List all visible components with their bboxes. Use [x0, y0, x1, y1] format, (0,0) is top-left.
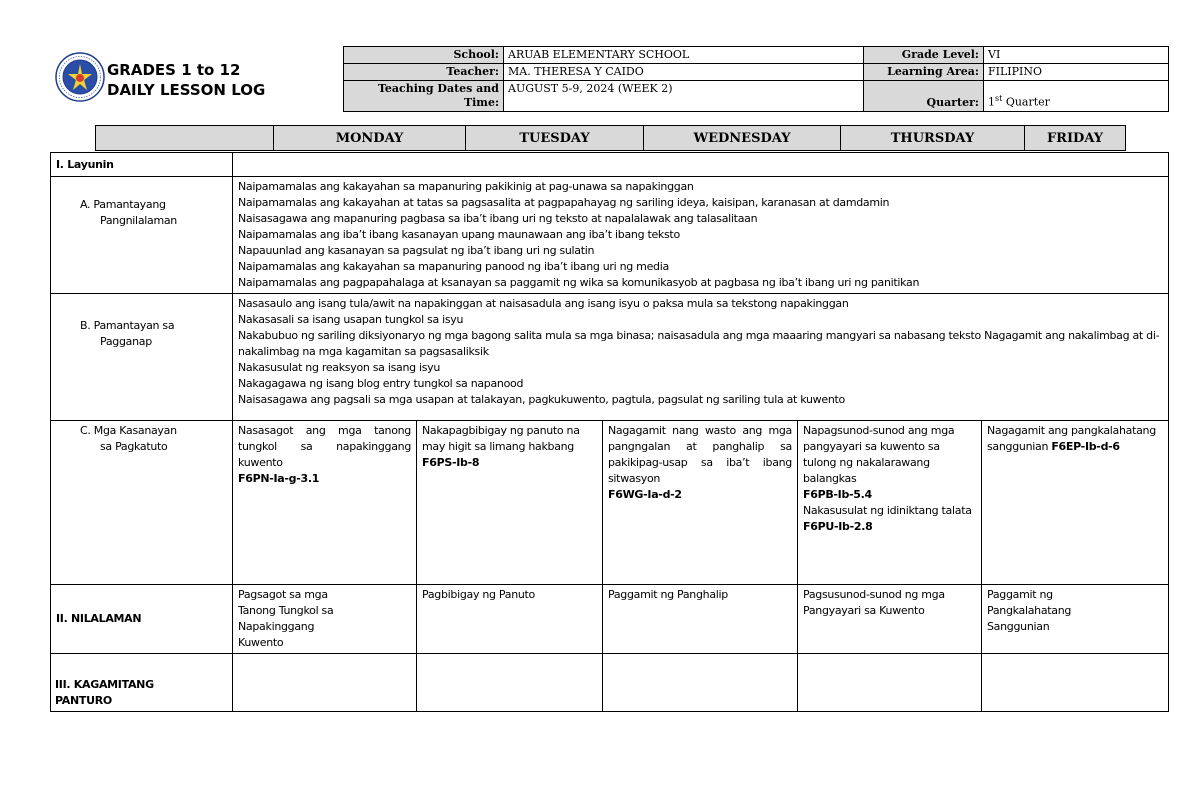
- nilalaman-friday: [982, 585, 1169, 654]
- row-pamantayang-pangnilalaman: [51, 177, 1169, 294]
- pagganap-line: Nakabubuo ng sariling diksiyonaryo ng mga bagong salita mula sa mga binasa; naisasadula ang mga maaaring mangyari sa nabasang teksto Nagagamit ang nakalimbag at di-nakalimbag na mga kagamitan sa pagsasaliksik: [238, 329, 1160, 358]
- kasanayan-monday-text: Nasasagot ang mga tanong tungkol sa napakinggang kuwento: [238, 424, 411, 469]
- teaching-dates-label-line1: Teaching Dates and: [377, 82, 499, 95]
- kasanayan-tuesday-text: Nakapagbibigay ng panuto na may higit sa limang hakbang: [422, 424, 580, 453]
- kasanayan-thursday: [798, 421, 982, 585]
- row-kasanayan: [51, 421, 1169, 585]
- kasanayan-label-line1: C. Mga Kasanayan: [80, 424, 177, 437]
- quarter-value: [984, 81, 1169, 112]
- nilalaman-friday-line: Sanggunian: [987, 620, 1050, 633]
- school-seal-logo: [55, 52, 105, 102]
- form-title-line1: GRADES 1 to 12: [107, 61, 241, 79]
- nilalaman-thursday-line: Pagsusunod-sunod ng mga: [803, 588, 945, 601]
- nilalaman-tuesday: [417, 585, 603, 654]
- quarter-number: 1: [988, 96, 995, 109]
- kasanayan-tuesday-code: F6PS-Ib-8: [422, 456, 480, 469]
- quarter-label: Quarter:: [864, 81, 984, 112]
- kasanayan-wednesday: [603, 421, 798, 585]
- form-title: [107, 60, 265, 100]
- pagganap-label: [51, 294, 233, 421]
- kasanayan-thursday-text: Napagsunod-sunod ang mga pangyayari sa kuwento sa tulong ng nakalarawang balangkas: [803, 424, 955, 485]
- weekday-header: [95, 125, 1126, 151]
- quarter-suffix: st: [995, 94, 1003, 104]
- kasanayan-thursday-text2: Nakasusulat ng idiniktang talata: [803, 504, 972, 517]
- pagganap-label-line2: Pagganap: [100, 335, 152, 348]
- form-title-line2: DAILY LESSON LOG: [107, 81, 266, 99]
- nilalaman-monday-line: Napakinggang: [238, 620, 315, 633]
- kasanayan-label: [51, 421, 233, 585]
- kagamitan-label-line1: III. KAGAMITANG: [55, 678, 154, 691]
- row-pamantayan-pagganap: [51, 294, 1169, 421]
- teacher-value: MA. THERESA Y CAIDO: [504, 64, 864, 81]
- kagamitan-tuesday: [417, 654, 603, 712]
- pamantayang-line: Naisasagawa ang mapanuring pagbasa sa iba’t ibang uri ng teksto at napalalawak ang talasalitaan: [238, 212, 758, 225]
- row-kagamitan: [51, 654, 1169, 712]
- kagamitan-label: [51, 654, 233, 712]
- header-info-table: [343, 46, 1169, 112]
- nilalaman-monday-line: Kuwento: [238, 636, 284, 649]
- kasanayan-friday: [982, 421, 1169, 585]
- lesson-log-table: [50, 152, 1169, 712]
- kagamitan-monday: [233, 654, 417, 712]
- nilalaman-wednesday: [603, 585, 798, 654]
- kasanayan-monday-code: F6PN-Ia-g-3.1: [238, 472, 320, 485]
- nilalaman-thursday: [798, 585, 982, 654]
- grade-level-label: Grade Level:: [864, 47, 984, 64]
- pagganap-line: Nasasaulo ang isang tula/awit na napakinggan at naisasadula ang isang isyu o paksa mula sa tekstong napakinggan: [238, 297, 849, 310]
- pamantayang-line: Naipamamalas ang pagpapahalaga at ksanayan sa paggamit ng wika sa komunikasyob at pagbasa ng iba’t ibang uri ng panitikan: [238, 276, 920, 289]
- nilalaman-wednesday-line: Paggamit ng Panghalip: [608, 588, 728, 601]
- pagganap-line: Nakagagawa ng isang blog entry tungkol sa napanood: [238, 377, 524, 390]
- pamantayang-line: Naipamamalas ang kakayahan at tatas sa pagsasalita at pagpapahayag ng sariling ideya, kaisipan, karanasan at damdamin: [238, 196, 890, 209]
- pamantayang-line: Naipamamalas ang kakayahan sa mapanuring pakikinig at pag-unawa sa napakinggan: [238, 180, 694, 193]
- row-layunin: [51, 153, 1169, 177]
- day-friday: FRIDAY: [1025, 126, 1126, 151]
- kagamitan-thursday: [798, 654, 982, 712]
- row-nilalaman: [51, 585, 1169, 654]
- kagamitan-friday: [982, 654, 1169, 712]
- kasanayan-label-line2: sa Pagkatuto: [100, 440, 168, 453]
- pamantayang-label: [51, 177, 233, 294]
- pamantayang-content: [233, 177, 1169, 294]
- grade-level-value: VI: [984, 47, 1169, 64]
- pagganap-line: Nakasusulat ng reaksyon sa isang isyu: [238, 361, 441, 374]
- weekday-blank-cell: [96, 126, 274, 151]
- kagamitan-wednesday: [603, 654, 798, 712]
- pamantayang-label-line2: Pangnilalaman: [100, 214, 177, 227]
- pagganap-content: [233, 294, 1169, 421]
- nilalaman-thursday-line: Pangyayari sa Kuwento: [803, 604, 925, 617]
- nilalaman-friday-line: Pangkalahatang: [987, 604, 1072, 617]
- layunin-content: [233, 153, 1169, 177]
- school-label: School:: [344, 47, 504, 64]
- pamantayang-line: Naipamamalas ang kakayahan sa mapanuring panood ng iba’t ibang uri ng media: [238, 260, 669, 273]
- kasanayan-thursday-code: F6PB-Ib-5.4: [803, 488, 872, 501]
- kasanayan-thursday-code2: F6PU-Ib-2.8: [803, 520, 873, 533]
- pamantayang-line: Napauunlad ang kasanayan sa pagsulat ng iba’t ibang uri ng sulatin: [238, 244, 595, 257]
- pagganap-label-line1: B. Pamantayan sa: [80, 319, 175, 332]
- nilalaman-monday-line: Tanong Tungkol sa: [238, 604, 334, 617]
- teaching-dates-label-line2: Time:: [463, 96, 499, 109]
- nilalaman-monday-line: Pagsagot sa mga: [238, 588, 328, 601]
- kasanayan-wednesday-code: F6WG-Ia-d-2: [608, 488, 682, 501]
- kasanayan-monday: [233, 421, 417, 585]
- nilalaman-friday-line: Paggamit ng: [987, 588, 1053, 601]
- nilalaman-label: II. NILALAMAN: [51, 585, 233, 654]
- day-wednesday: WEDNESDAY: [644, 126, 841, 151]
- day-monday: MONDAY: [274, 126, 466, 151]
- kasanayan-tuesday: [417, 421, 603, 585]
- nilalaman-monday: [233, 585, 417, 654]
- teaching-dates-label: [344, 81, 504, 112]
- layunin-label: I. Layunin: [51, 153, 233, 177]
- pamantayang-line: Naipamamalas ang iba’t ibang kasanayan upang maunawaan ang iba’t ibang teksto: [238, 228, 680, 241]
- kasanayan-wednesday-text: Nagagamit nang wasto ang mga pangngalan at panghalip sa pakikipag-usap sa iba’t ibang sitwasyon: [608, 424, 792, 485]
- pagganap-line: Naisasagawa ang pagsali sa mga usapan at talakayan, pagkukuwento, pagtula, pagsulat ng sariling tula at kuwento: [238, 393, 845, 406]
- learning-area-label: Learning Area:: [864, 64, 984, 81]
- day-tuesday: TUESDAY: [466, 126, 644, 151]
- kasanayan-friday-code: F6EP-Ib-d-6: [1051, 440, 1120, 453]
- kagamitan-label-line2: PANTURO: [55, 694, 112, 707]
- learning-area-value: FILIPINO: [984, 64, 1169, 81]
- nilalaman-tuesday-line: Pagbibigay ng Panuto: [422, 588, 535, 601]
- kasanayan-friday-text: Nagagamit ang pangkalahatang sanggunian: [987, 424, 1156, 453]
- school-value: ARUAB ELEMENTARY SCHOOL: [504, 47, 864, 64]
- pamantayang-label-line1: A. Pamantayang: [80, 198, 166, 211]
- day-thursday: THURSDAY: [841, 126, 1025, 151]
- quarter-word: Quarter: [1002, 96, 1050, 109]
- teacher-label: Teacher:: [344, 64, 504, 81]
- pagganap-line: Nakasasali sa isang usapan tungkol sa isyu: [238, 313, 464, 326]
- teaching-dates-value: AUGUST 5-9, 2024 (WEEK 2): [504, 81, 864, 112]
